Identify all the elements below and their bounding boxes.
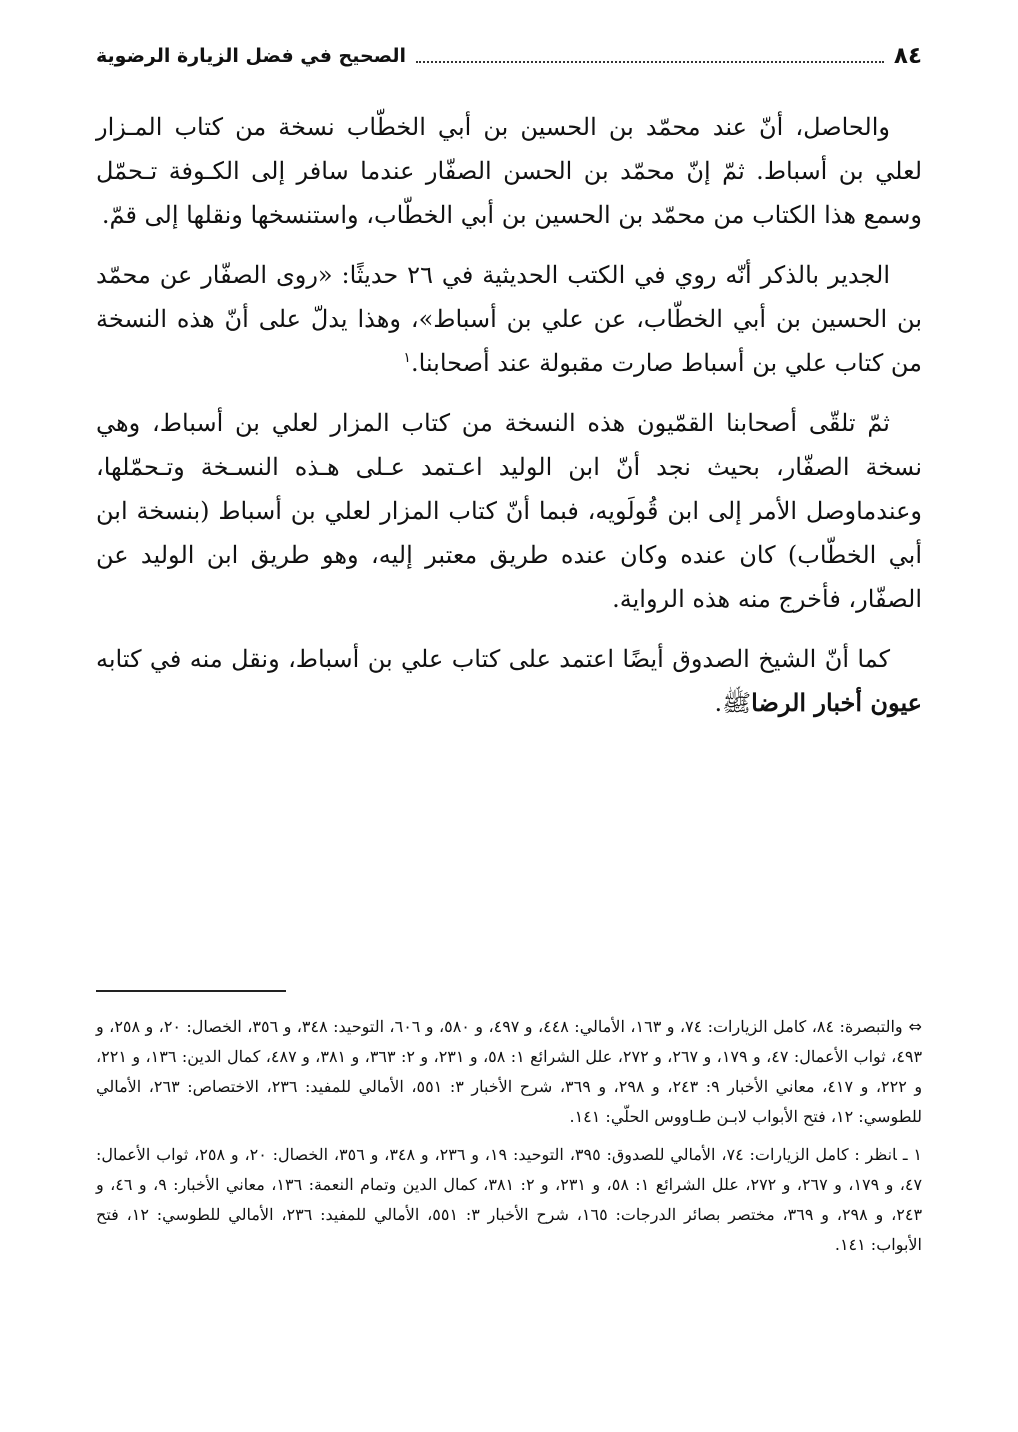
paragraph: كما أنّ الشيخ الصدوق أيضًا اعتمد على كتاب علي بن أسباط، ونقل منه في كتابه عيون أخبار الرضاﷺ. bbox=[96, 645, 922, 717]
footnote-separator bbox=[96, 990, 286, 992]
paragraph: الجدير بالذكر أنّه روي في الكتب الحديثية في ٢٦ حديثًا: «روى الصفّار عن محمّد بن الحسين بن أبي الخطّاب، عن علي بن أسباط»، وهذا يدلّ على أنّ هذه النسخة من كتاب علي بن أسباط صارت مقبولة عند أصحابنا.$^١$ bbox=[96, 261, 922, 377]
page-number: ٨٤ bbox=[893, 43, 922, 69]
book-title: عيون أخبار الرضا bbox=[751, 688, 922, 717]
main-text bbox=[96, 105, 922, 741]
footnote-marker: ⇔ bbox=[908, 1017, 923, 1036]
header-dot-leader bbox=[416, 61, 884, 63]
footnote: ⇔والتبصرة: ٨٤، كامل الزيارات: ٧٤، و ١٦٣، الأمالي: ٤٤٨، و ٤٩٧، و ٥٨٠، و ٦٠٦، التوحيد: ٣٤٨، و ٣٥٦، الخصال: ٢٠، و ٢٥٨، و ٤٩٣، ثواب الأعمال: ٤٧، و ١٧٩، و ٢٦٧، و ٢٧٢، علل الشرائع ١: ٥٨، و ٢٣١، و ٢: ٣٦٣، و ٣٨١، و ٤٨٧، كمال الدين: ١٣٦، و ٢٢١، و ٢٢٢، و ٤١٧، معاني الأخبار ٩: ٢٤٣، و ٢٩٨، و ٣٦٩، شرح الأخبار ٣: ٥٥١، الأمالي للمفيد: ٢٣٦، الاختصاص: ٢٦٣، الأمالي للطوسي: ١٢، فتح الأبواب لابـن طـاووس الحلّي: ١٤١. bbox=[96, 1017, 923, 1126]
footnotes bbox=[96, 1012, 922, 1268]
running-title: الصحيح في فضل الزيارة الرضوية bbox=[96, 45, 407, 67]
honorific-symbol: ﷺ bbox=[722, 689, 752, 717]
footnote: ١ ـانظر : كامل الزيارات: ٧٤، الأمالي للصدوق: ٣٩٥، التوحيد: ١٩، و ٢٣٦، و ٣٤٨، و ٣٥٦، الخصال: ٢٠، و ٢٥٨، ثواب الأعمال: ٤٧، و ١٧٩، و ٢٦٧، و ٢٧٢، علل الشرائع ١: ٥٨، و ٢٣١، و ٢: ٣٨١، كمال الدين وتمام النعمة: ١٣٦، معاني الأخبار: ٩، و ٤٦، و ٢٤٣، و ٢٩٨، و ٣٦٩، مختصر بصائر الدرجات: ١٦٥، شرح الأخبار ٣: ٥٥١، الأمالي للمفيد: ٢٣٦، الأمالي للطوسي: ١٢، فتح الأبواب: ١٤١. bbox=[96, 1145, 923, 1254]
paragraph: ثمّ تلقّى أصحابنا القمّيون هذه النسخة من كتاب المزار لعلي بن أسباط، وهي نسخة الصفّار، بحيث نجد أنّ ابن الوليد اعـتمد عـلى هـذه النسـخة وتـحمّلها، وعندماوصل الأمر إلى ابن قُولَويه، فبما أنّ كتاب المزار لعلي بن أسباط (بنسخة ابن أبي الخطّاب) كان عنده وكان عنده طريق معتبر إليه، وهو طريق ابن الوليد عن الصفّار، فأخرج منه هذه الرواية. bbox=[96, 409, 922, 613]
footnote-ref: ١ bbox=[403, 350, 411, 366]
page-header bbox=[96, 36, 922, 76]
paragraph: والحاصل، أنّ عند محمّد بن الحسين بن أبي الخطّاب نسخة من كتاب المـزار لعلي بن أسباط. ثمّ إنّ محمّد بن الحسن الصفّار عندما سافر إلى الكـوفة تـحمّل وسمع هذا الكتاب من محمّد بن الحسين بن أبي الخطّاب، واستنسخها ونقلها إلى قمّ. bbox=[96, 113, 923, 229]
footnote-marker: ١ ـ bbox=[902, 1145, 923, 1164]
